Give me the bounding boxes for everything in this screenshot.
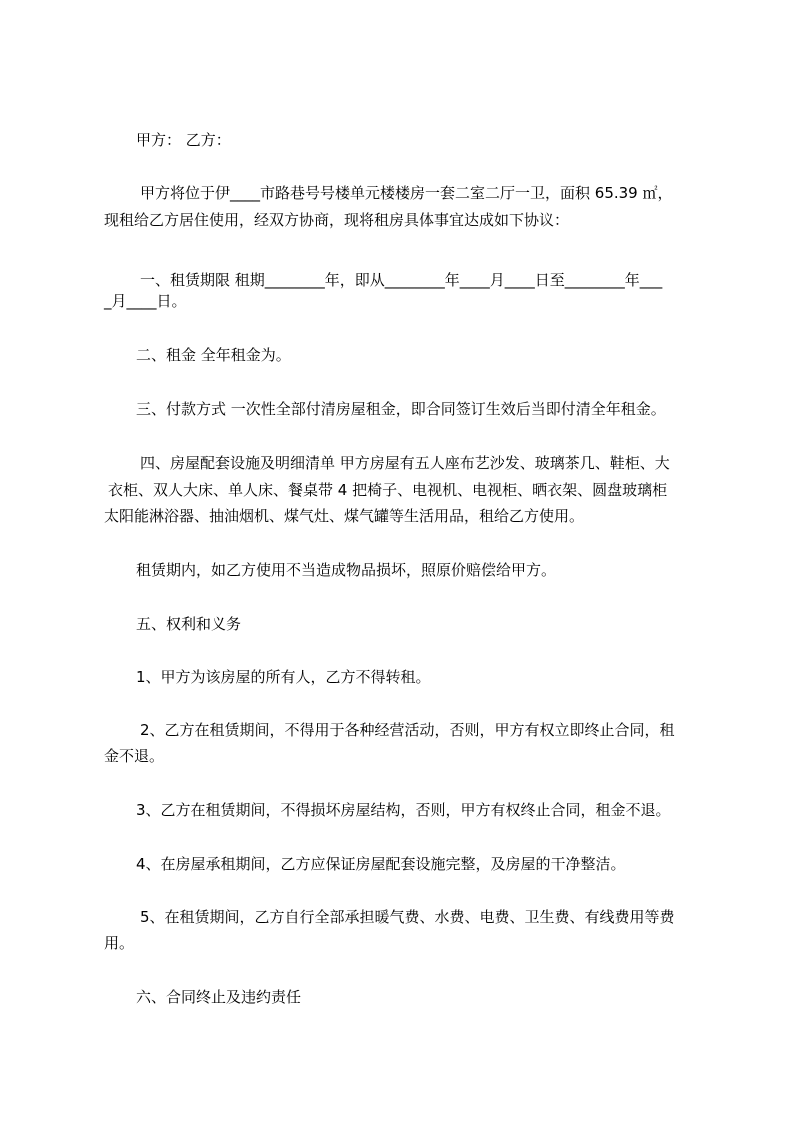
facilities-line-3: 太阳能淋浴器、抽油烟机、煤气灶、煤气罐等生活用品，租给乙方使用。 (104, 507, 585, 525)
rights-item-2-line-1: 2、乙方在租赁期间，不得用于各种经营活动，否则，甲方有权立即终止合同，租 (140, 721, 675, 739)
parties-line: 甲方： 乙方： (136, 131, 231, 149)
damage-line: 租赁期内，如乙方使用不当造成物品损坏，照原价赔偿给甲方。 (136, 561, 557, 579)
rent-line: 二、租金 全年租金为。 (136, 346, 291, 364)
intro-line-1: 甲方将位于伊____市路巷号号楼单元楼楼房一套二室二厅一卫，面积 65.39 ㎡， (140, 184, 673, 202)
rights-item-3: 3、乙方在租赁期间，不得损坏房屋结构，否则，甲方有权终止合同，租金不退。 (136, 801, 671, 819)
rights-item-5-line-2: 用。 (104, 934, 135, 952)
lease-term-line-1: 一、租赁期限 租期________年，即从________年____月____日至________年___ (140, 271, 663, 289)
facilities-line-2: 衣柜、双人大床、单人床、餐桌带 4 把椅子、电视机、电视柜、晒衣架、圆盘玻璃柜 (108, 481, 668, 499)
rights-item-1: 1、甲方为该房屋的所有人，乙方不得转租。 (136, 668, 431, 686)
termination-title: 六、合同终止及违约责任 (136, 988, 302, 1006)
lease-term-line-2: _月____日。 (104, 292, 187, 310)
rights-item-4: 4、在房屋承租期间，乙方应保证房屋配套设施完整，及房屋的干净整洁。 (136, 855, 626, 873)
payment-line: 三、付款方式 一次性全部付清房屋租金，即合同签订生效后当即付清全年租金。 (136, 400, 666, 418)
rights-item-5-line-1: 5、在租赁期间，乙方自行全部承担暖气费、水费、电费、卫生费、有线费用等费 (140, 908, 675, 926)
facilities-line-1: 四、房屋配套设施及明细清单 甲方房屋有五人座布艺沙发、玻璃茶几、鞋柜、大 (140, 454, 670, 472)
rights-title: 五、权利和义务 (136, 615, 242, 633)
rights-item-2-line-2: 金不退。 (104, 747, 165, 765)
intro-line-2: 现租给乙方居住使用，经双方协商，现将租房具体事宜达成如下协议： (104, 211, 570, 229)
